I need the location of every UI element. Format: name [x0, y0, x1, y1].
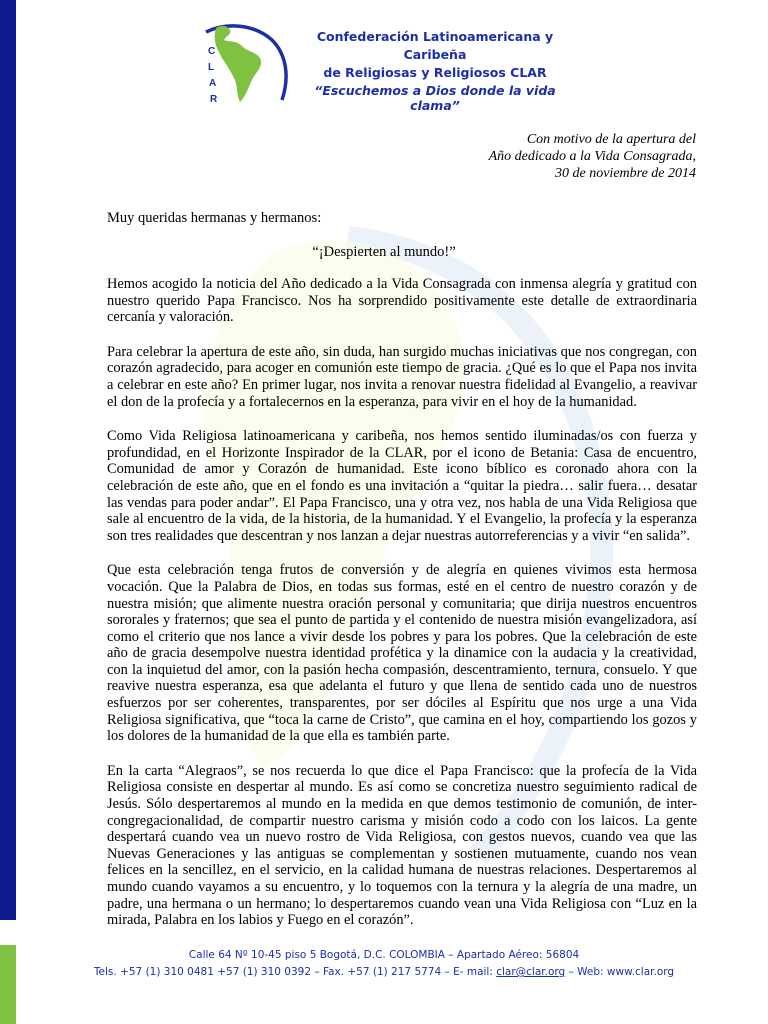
logo-letter-a: A: [209, 78, 217, 89]
occasion-block: [489, 131, 696, 182]
letter-body: [107, 276, 697, 947]
letter-title: “¡Despierten al mundo!”: [312, 244, 456, 260]
logo-letter-l: L: [208, 62, 215, 73]
logo-letter-c: C: [208, 46, 216, 57]
org-name-line-2: de Religiosas y Religiosos CLAR: [323, 65, 547, 80]
greeting: Muy queridas hermanas y hermanos:: [107, 210, 322, 226]
paragraph-4: Que esta celebración tenga frutos de conversión y de alegría en quienes vivimos esta hermosa vocación. Que la Palabra de Dios, en todas sus formas, esté en el centro de nuestro corazón y de nuestra misión; que alimente nuestra oración personal y comunitaria; que dirija nuestros encuentros sororales y fraternos; que sea el punto de partida y el contenido de nuestra misión evangelizadora, así como el criterio que nos lance a vivir desde los pobres y para los pobres. Que la celebración de este año de gracia desempolve nuestra identidad profética y la dinamice con la audacia y la creatividad, con la inquietud del amor, con la pasión hecha compasión, descentramiento, ternura, consuelo. Y que reavive nuestra esperanza, esa que adelanta el futuro y que llena de sentido cada uno de nuestros esfuerzos por ser coherentes, transparentes, por ser dóciles al Espíritu que nos urge a una Vida Religiosa significativa, que “toca la carne de Cristo”, que camina en el hoy, compartiendo los gozos y los dolores de la humanidad de la que ella es también parte.: [107, 562, 697, 745]
logo-letter-r: R: [210, 94, 218, 105]
paragraph-2: Para celebrar la apertura de este año, sin duda, han surgido muchas iniciativas que nos congregan, con corazón agradecido, para acoger en comunión este tiempo de gracia. ¿Qué es lo que el Papa nos invita a celebrar en este año? En primer lugar, nos invita a renovar nuestra fidelidad al Evangelio, a reavivar el don de la profecía y a fortalecernos en la esperanza, para vivir en el hoy de la humanidad.: [107, 343, 697, 410]
footer-phones: Tels. +57 (1) 310 0481 +57 (1) 310 0392 – Fax. +57 (1) 217 5774 – E- mail:: [93, 966, 497, 978]
paragraph-3: Como Vida Religiosa latinoamericana y caribeña, nos hemos sentido iluminadas/os con fuerza y profundidad, en el Horizonte Inspirador de la CLAR, por el icono de Betania: Casa de encuentro, Comunidad de amor y Corazón de humanidad. Este icono bíblico es coronado ahora con la celebración de este año, que en el fondo es una invitación a “quitar la piedra… salir fuera… desatar las vendas para poder andar”. El Papa Francisco, una y otra vez, nos habla de una Vida Religiosa que sale al encuentro de la vida, de la historia, de la humanidad. Y el Evangelio, la profecía y la esperanza son tres realidades que descentran y nos lanzan a dejar nuestras autorreferencias y a vivir “en salida”.: [107, 428, 697, 544]
side-bar-blue: [0, 0, 16, 920]
footer-contact: [0, 964, 768, 981]
occasion-line-2: Año dedicado a la Vida Consagrada,: [488, 149, 696, 164]
organization-name: [300, 28, 570, 82]
footer-address: Calle 64 Nº 10-45 piso 5 Bogotá, D.C. COLOMBIA – Apartado Aéreo: 56804: [188, 949, 580, 961]
footer: [0, 947, 768, 981]
footer-web[interactable]: – Web: www.clar.org: [565, 966, 675, 978]
paragraph-5: En la carta “Alegraos”, se nos recuerda lo que dice el Papa Francisco: que la profecía de la Vida Religiosa consiste en despertar al mundo. Es así como se concretiza nuestro seguimiento radical de Jesús. Sólo despertaremos al mundo en la medida en que demos testimonio de comunión, de inter-congregacionalidad, de compartir nuestro carisma y misión codo a codo con los laicos. La gente despertará cuando vea un nuevo rostro de Vida Religiosa, con gestos nuevos, cuando vea que las Nuevas Generaciones y las antiguas se complementan y sostienen mutuamente, cuando nos vean felices en la sencillez, en el servicio, en la calidad humana de nuestras relaciones. Despertaremos al mundo cuando vayamos a su encuentro, y lo toquemos con la ternura y la alegría de una madre, un padre, una hermana o un hermano; lo despertaremos cuando vean una Vida Religiosa con “Luz en la mirada, Palabra en los labios y Fuego en el corazón”.: [107, 762, 697, 929]
occasion-line-1: Con motivo de la apertura del: [526, 132, 696, 147]
motto: “Escuchemos a Dios donde la vida clama”: [314, 83, 556, 113]
paragraph-1: Hemos acogido la noticia del Año dedicado a la Vida Consagrada con inmensa alegría y gratitud con nuestro querido Papa Francisco. Nos ha sorprendido positivamente este detalle de extraordinaria cercanía y valoración.: [107, 276, 697, 326]
org-name-line-1: Confederación Latinoamericana y Caribeña: [316, 29, 554, 62]
occasion-date: 30 de noviembre de 2014: [555, 166, 696, 181]
footer-email-link[interactable]: clar@clar.org: [496, 966, 566, 978]
clar-logo: [196, 18, 296, 106]
